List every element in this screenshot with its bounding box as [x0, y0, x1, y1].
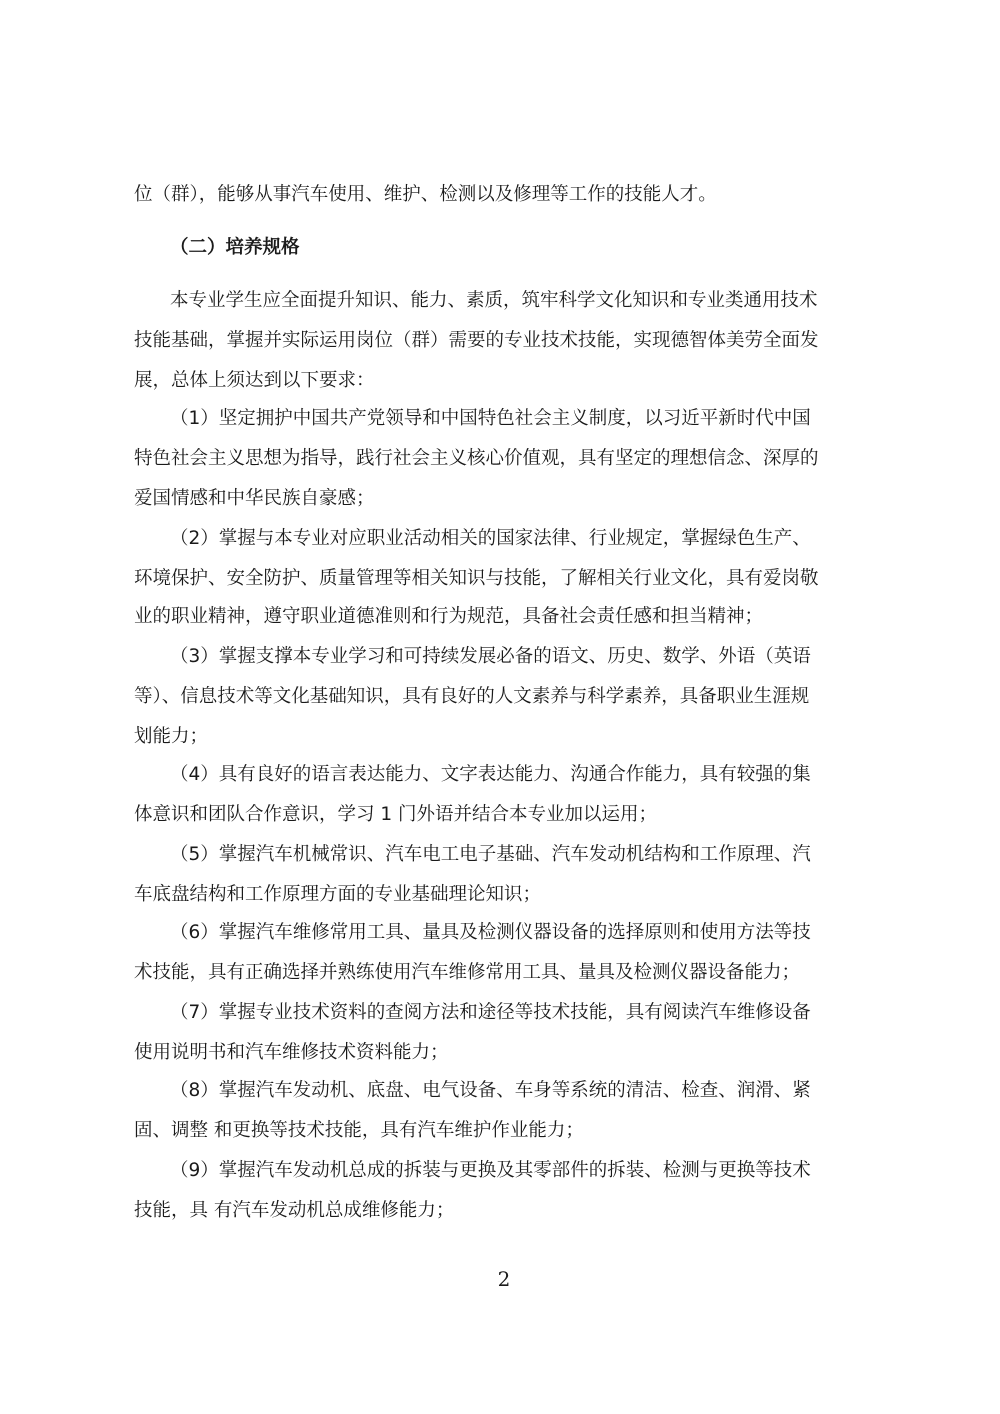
requirement-9-line: （9）掌握汽车发动机总成的拆装与更换及其零部件的拆装、检测与更换等技术: [170, 1160, 811, 1181]
requirement-5-line: 车底盘结构和工作原理方面的专业基础理论知识；: [134, 884, 542, 905]
requirement-1-line: 爱国情感和中华民族自豪感；: [134, 488, 375, 509]
requirement-2-line: 业的职业精神，遵守职业道德准则和行为规范，具备社会责任感和担当精神；: [134, 606, 764, 627]
intro-tail-line: 位（群），能够从事汽车使用、维护、检测以及修理等工作的技能人才。: [134, 184, 717, 205]
lead-paragraph-line: 本专业学生应全面提升知识、能力、素质，筑牢科学文化知识和专业类通用技术: [170, 290, 818, 311]
requirement-3-line: 划能力；: [134, 726, 209, 747]
requirement-6-line: 术技能，具有正确选择并熟练使用汽车维修常用工具、量具及检测仪器设备能力；: [134, 962, 801, 983]
requirement-1-line: （1）坚定拥护中国共产党领导和中国特色社会主义制度，以习近平新时代中国: [170, 408, 811, 429]
requirement-7-line: 使用说明书和汽车维修技术资料能力；: [134, 1042, 449, 1063]
requirement-9-line: 技能，具 有汽车发动机总成维修能力；: [134, 1200, 455, 1221]
lead-paragraph-line: 技能基础，掌握并实际运用岗位（群）需要的专业技术技能，实现德智体美劳全面发: [134, 330, 819, 351]
requirement-1-line: 特色社会主义思想为指导，践行社会主义核心价值观，具有坚定的理想信念、深厚的: [134, 448, 819, 469]
lead-paragraph-line: 展，总体上须达到以下要求：: [134, 370, 375, 391]
requirement-4-line: 体意识和团队合作意识，学习 1 门外语并结合本专业加以运用；: [134, 804, 658, 825]
requirement-7-line: （7）掌握专业技术资料的查阅方法和途径等技术技能，具有阅读汽车维修设备: [170, 1002, 811, 1023]
requirement-3-line: （3）掌握支撑本专业学习和可持续发展必备的语文、历史、数学、外语（英语: [170, 646, 811, 667]
page-number: 2: [497, 1267, 511, 1291]
requirement-8-line: 固、调整 和更换等技术技能，具有汽车维护作业能力；: [134, 1120, 584, 1141]
requirement-2-line: （2）掌握与本专业对应职业活动相关的国家法律、行业规定，掌握绿色生产、: [170, 528, 811, 549]
requirement-5-line: （5）掌握汽车机械常识、汽车电工电子基础、汽车发动机结构和工作原理、汽: [170, 844, 811, 865]
requirement-3-line: 等）、信息技术等文化基础知识，具有良好的人文素养与科学素养，具备职业生涯规: [134, 686, 810, 707]
requirement-8-line: （8）掌握汽车发动机、底盘、电气设备、车身等系统的清洁、检查、润滑、紧: [170, 1080, 811, 1101]
requirement-4-line: （4）具有良好的语言表达能力、文字表达能力、沟通合作能力，具有较强的集: [170, 764, 811, 785]
section-heading: （二）培养规格: [170, 237, 300, 258]
requirement-2-line: 环境保护、安全防护、质量管理等相关知识与技能，了解相关行业文化，具有爱岗敬: [134, 568, 819, 589]
requirement-6-line: （6）掌握汽车维修常用工具、量具及检测仪器设备的选择原则和使用方法等技: [170, 922, 811, 943]
